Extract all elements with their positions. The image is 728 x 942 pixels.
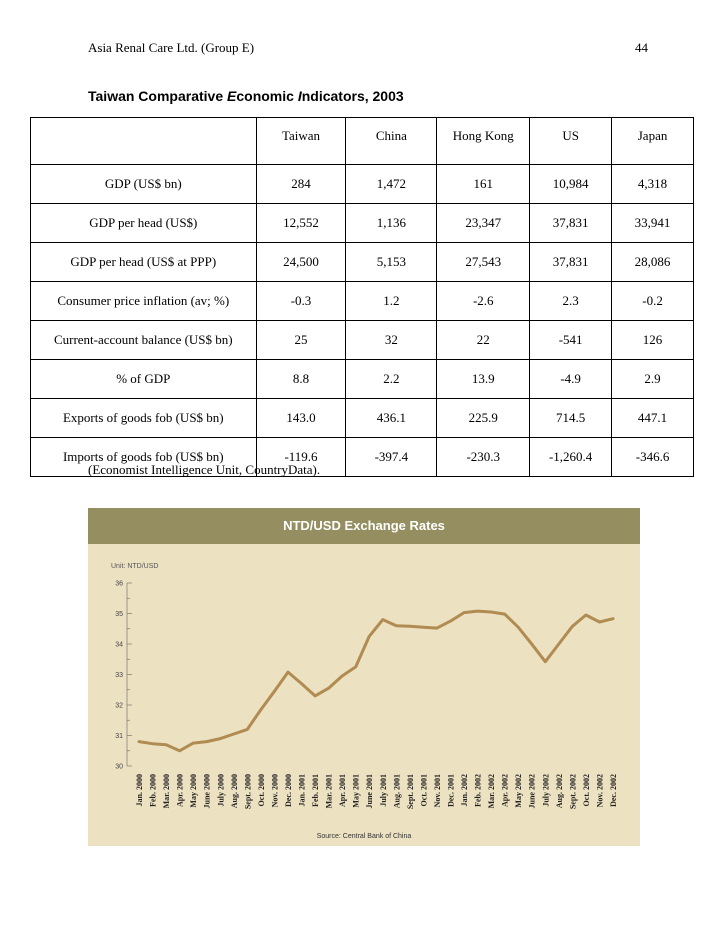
company-header: Asia Renal Care Ltd. (Group E): [88, 40, 255, 55]
y-tick-label: 32: [115, 702, 123, 710]
table-cell: 12,552: [256, 204, 346, 243]
data-point: [273, 690, 275, 692]
table-cell: 161: [437, 165, 530, 204]
x-tick-label: May 2000: [189, 774, 199, 808]
table-header-row: [31, 118, 694, 165]
table-cell: 10,984: [530, 165, 612, 204]
data-point: [449, 620, 451, 622]
row-label: GDP per head (US$): [31, 204, 257, 243]
table-title: [88, 88, 404, 104]
data-point: [585, 614, 587, 616]
x-tick-label: Feb. 2001: [311, 774, 321, 807]
x-tick-label: Nov. 2002: [595, 774, 605, 808]
table-cell: 1.2: [346, 282, 437, 321]
x-tick-label: Mar. 2001: [324, 774, 334, 809]
header-cell: Taiwan: [256, 118, 346, 165]
table-title-part3: conomic: [236, 88, 298, 104]
x-tick-label: Aug. 2001: [392, 774, 402, 809]
data-point: [382, 618, 384, 620]
table-row: [31, 399, 694, 438]
chart-title: NTD/USD Exchange Rates: [283, 518, 445, 533]
table-cell: -397.4: [346, 438, 437, 477]
table-cell: 23,347: [437, 204, 530, 243]
data-point: [368, 635, 370, 637]
table-cell: -0.2: [612, 282, 694, 321]
chart-source: Source: Central Bank of China: [316, 833, 412, 840]
data-point: [138, 740, 140, 742]
header-cell: Japan: [612, 118, 694, 165]
row-label: GDP (US$ bn): [31, 165, 257, 204]
data-point: [219, 737, 221, 739]
table-cell: 8.8: [256, 360, 346, 399]
table-row: [31, 282, 694, 321]
table-cell: -4.9: [530, 360, 612, 399]
data-point: [165, 743, 167, 745]
data-point: [287, 671, 289, 673]
table-cell: 32: [346, 321, 437, 360]
data-point: [178, 750, 180, 752]
x-tick-label: Feb. 2002: [473, 774, 483, 807]
data-point: [517, 626, 519, 628]
data-point: [151, 743, 153, 745]
x-tick-label: Oct. 2002: [581, 774, 591, 807]
x-tick-label: Apr. 2002: [500, 774, 510, 808]
table-cell: 37,831: [530, 204, 612, 243]
header-cell-blank: [31, 118, 257, 165]
data-point: [395, 625, 397, 627]
x-tick-label: Mar. 2002: [487, 774, 497, 809]
data-point: [354, 666, 356, 668]
citation: (Economist Intelligence Unit, CountryData).: [88, 462, 321, 477]
row-label: Consumer price inflation (av; %): [31, 282, 257, 321]
data-point: [476, 610, 478, 612]
table-cell: 1,136: [346, 204, 437, 243]
data-point: [463, 611, 465, 613]
data-point: [341, 675, 343, 677]
data-point: [598, 621, 600, 623]
table-cell: 24,500: [256, 243, 346, 282]
table-cell: -1,260.4: [530, 438, 612, 477]
data-point: [531, 643, 533, 645]
table-row: [31, 243, 694, 282]
x-tick-label: July 2002: [541, 774, 551, 807]
y-tick-label: 36: [115, 580, 123, 588]
table-cell: 22: [437, 321, 530, 360]
x-tick-label: Nov. 2000: [270, 774, 280, 808]
x-tick-label: Dec. 2002: [609, 774, 618, 807]
table-cell: 2.2: [346, 360, 437, 399]
x-tick-label: Apr. 2000: [175, 774, 185, 808]
table-cell: 225.9: [437, 399, 530, 438]
x-tick-label: June 2000: [202, 774, 212, 809]
table-title-part4: I: [297, 88, 302, 104]
x-tick-label: Oct. 2001: [419, 774, 429, 807]
table-cell: -0.3: [256, 282, 346, 321]
x-tick-label: Aug. 2002: [554, 774, 564, 809]
table-row: [31, 204, 694, 243]
table-row: [31, 360, 694, 399]
table-cell: 436.1: [346, 399, 437, 438]
table-row: [31, 165, 694, 204]
data-point: [503, 613, 505, 615]
y-tick-label: 30: [115, 763, 123, 771]
data-point: [409, 625, 411, 627]
x-tick-label: Jan. 2001: [297, 774, 307, 807]
table-title-part5: ndicators, 2003: [301, 88, 404, 104]
x-tick-label: Aug. 2000: [229, 774, 239, 809]
x-tick-label: Feb. 2000: [148, 774, 158, 807]
x-tick-label: July 2000: [216, 774, 226, 807]
table-cell: 143.0: [256, 399, 346, 438]
table-title-part2: E: [227, 88, 237, 104]
data-point: [246, 728, 248, 730]
row-label: GDP per head (US$ at PPP): [31, 243, 257, 282]
chart-plot: [88, 508, 640, 846]
x-tick-label: Jan. 2000: [135, 774, 144, 807]
x-tick-label: Nov. 2001: [432, 774, 442, 808]
data-point: [233, 733, 235, 735]
x-tick-label: Sept. 2001: [405, 774, 415, 810]
y-tick-label: 35: [115, 611, 123, 618]
x-tick-label: May 2002: [514, 774, 524, 808]
data-point: [300, 682, 302, 684]
y-tick-label: 33: [115, 672, 123, 679]
y-tick-label: 31: [115, 733, 123, 740]
table-cell: -119.6: [256, 438, 346, 477]
x-tick-label: Mar. 2000: [162, 774, 172, 809]
table-title-part1: Taiwan Comparative: [88, 88, 228, 104]
data-point: [490, 611, 492, 613]
row-label: Imports of goods fob (US$ bn): [31, 438, 257, 477]
page-number: 44: [635, 40, 648, 55]
table-cell: 126: [612, 321, 694, 360]
data-point: [192, 742, 194, 744]
x-tick-label: June 2002: [527, 774, 537, 809]
row-label: Exports of goods fob (US$ bn): [31, 399, 257, 438]
data-point: [260, 708, 262, 710]
table-cell: 447.1: [612, 399, 694, 438]
row-label: Current-account balance (US$ bn): [31, 321, 257, 360]
x-tick-label: Jan. 2002: [460, 774, 470, 807]
table-cell: 1,472: [346, 165, 437, 204]
table-cell: -2.6: [437, 282, 530, 321]
table-cell: 33,941: [612, 204, 694, 243]
header-cell: US: [530, 118, 612, 165]
data-point: [544, 660, 546, 662]
x-tick-label: Sept. 2000: [243, 774, 253, 810]
data-point: [314, 695, 316, 697]
header-cell: Hong Kong: [437, 118, 530, 165]
header-cell: China: [346, 118, 437, 165]
table-cell: 2.9: [612, 360, 694, 399]
data-point: [327, 687, 329, 689]
table-cell: 5,153: [346, 243, 437, 282]
x-tick-label: Oct. 2000: [256, 774, 266, 807]
x-tick-label: Dec. 2001: [446, 774, 456, 807]
table-cell: 2.3: [530, 282, 612, 321]
table-cell: 25: [256, 321, 346, 360]
y-tick-label: 34: [115, 641, 123, 649]
table-cell: 13.9: [437, 360, 530, 399]
table-cell: -346.6: [612, 438, 694, 477]
row-label: % of GDP: [31, 360, 257, 399]
x-tick-label: May 2001: [351, 774, 361, 808]
data-point: [558, 643, 560, 645]
x-tick-label: June 2001: [365, 774, 375, 809]
data-point: [612, 617, 614, 619]
exchange-rate-chart: [88, 508, 640, 846]
table-cell: 714.5: [530, 399, 612, 438]
indicators-table: [30, 117, 694, 477]
table-cell: -541: [530, 321, 612, 360]
table-row: [31, 321, 694, 360]
x-tick-label: Sept. 2002: [568, 774, 578, 810]
table-cell: 28,086: [612, 243, 694, 282]
table-cell: 27,543: [437, 243, 530, 282]
data-point: [436, 627, 438, 629]
x-tick-label: Dec. 2000: [283, 774, 293, 807]
chart-unit-label: Unit: NTD/USD: [111, 563, 159, 570]
series-line: [139, 611, 613, 751]
table-cell: 4,318: [612, 165, 694, 204]
data-point: [206, 740, 208, 742]
table-cell: 284: [256, 165, 346, 204]
data-point: [571, 625, 573, 627]
x-tick-label: July 2001: [378, 774, 388, 807]
table-cell: -230.3: [437, 438, 530, 477]
table-cell: 37,831: [530, 243, 612, 282]
data-point: [422, 626, 424, 628]
x-tick-label: Apr. 2001: [338, 774, 348, 808]
